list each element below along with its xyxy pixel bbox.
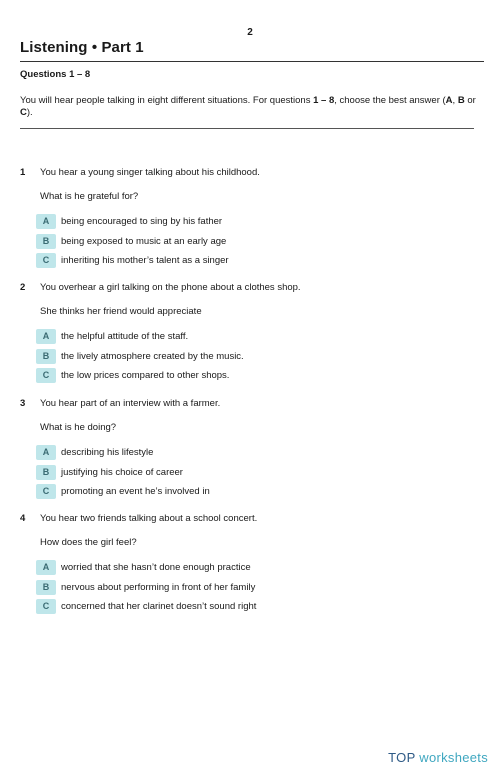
question-context: You hear a young singer talking about his childhood. [40, 167, 260, 178]
question-number: 3 [20, 398, 26, 409]
option-letter-box[interactable]: B [36, 234, 56, 249]
option-letter-box[interactable]: A [36, 329, 56, 344]
option-b[interactable] [36, 580, 436, 596]
option-text: worried that she hasn’t done enough practice [61, 562, 251, 573]
question-2 [20, 282, 490, 381]
option-a[interactable] [36, 445, 436, 461]
option-text: nervous about performing in front of her family [61, 582, 256, 593]
option-c[interactable] [36, 368, 436, 384]
option-a[interactable] [36, 329, 436, 345]
option-letter-box[interactable]: C [36, 368, 56, 383]
instructions: You will hear people talking in eight different situations. For questions 1 – 8, choose the best answer (A, B or C). [20, 95, 476, 118]
question-prompt: She thinks her friend would appreciate [40, 306, 202, 317]
option-text: promoting an event he’s involved in [61, 486, 210, 497]
option-letter-box[interactable]: A [36, 560, 56, 575]
option-text: concerned that her clarinet doesn’t sound right [61, 601, 257, 612]
logo-top-text: TOP [388, 750, 416, 765]
option-text: the lively atmosphere created by the music. [61, 351, 244, 362]
option-text: being encouraged to sing by his father [61, 216, 223, 227]
question-context: You hear two friends talking about a school concert. [40, 513, 258, 524]
option-text: being exposed to music at an early age [61, 236, 227, 247]
question-number: 2 [20, 282, 26, 293]
question-context: You overhear a girl talking on the phone about a clothes shop. [40, 282, 301, 293]
option-text: the helpful attitude of the staff. [61, 331, 189, 342]
question-3 [20, 398, 490, 497]
page-number: 2 [247, 27, 253, 38]
option-b[interactable] [36, 234, 436, 250]
topworksheets-logo [388, 750, 488, 765]
option-letter-box[interactable]: A [36, 214, 56, 229]
option-b[interactable] [36, 349, 436, 365]
question-prompt: What is he grateful for? [40, 191, 139, 202]
option-a[interactable] [36, 560, 436, 576]
option-letter-box[interactable]: B [36, 465, 56, 480]
option-letter-box[interactable]: C [36, 484, 56, 499]
section-divider [20, 128, 474, 129]
option-c[interactable] [36, 599, 436, 615]
option-a[interactable] [36, 214, 436, 230]
page-title: Listening • Part 1 [20, 39, 144, 56]
option-c[interactable] [36, 253, 436, 269]
option-text: inheriting his mother’s talent as a singer [61, 255, 229, 266]
title-divider [20, 61, 484, 62]
question-prompt: How does the girl feel? [40, 537, 137, 548]
questions-range: Questions 1 – 8 [20, 69, 91, 80]
option-letter-box[interactable]: C [36, 599, 56, 614]
option-c[interactable] [36, 484, 436, 500]
question-4 [20, 513, 490, 612]
question-number: 4 [20, 513, 26, 524]
option-text: describing his lifestyle [61, 447, 154, 458]
question-context: You hear part of an interview with a farmer. [40, 398, 221, 409]
option-text: the low prices compared to other shops. [61, 370, 230, 381]
option-letter-box[interactable]: A [36, 445, 56, 460]
option-letter-box[interactable]: C [36, 253, 56, 268]
logo-worksheets-text: worksheets [419, 750, 488, 765]
option-letter-box[interactable]: B [36, 580, 56, 595]
option-letter-box[interactable]: B [36, 349, 56, 364]
option-text: justifying his choice of career [61, 467, 183, 478]
question-number: 1 [20, 167, 26, 178]
option-b[interactable] [36, 465, 436, 481]
question-prompt: What is he doing? [40, 422, 117, 433]
question-1 [20, 167, 490, 266]
